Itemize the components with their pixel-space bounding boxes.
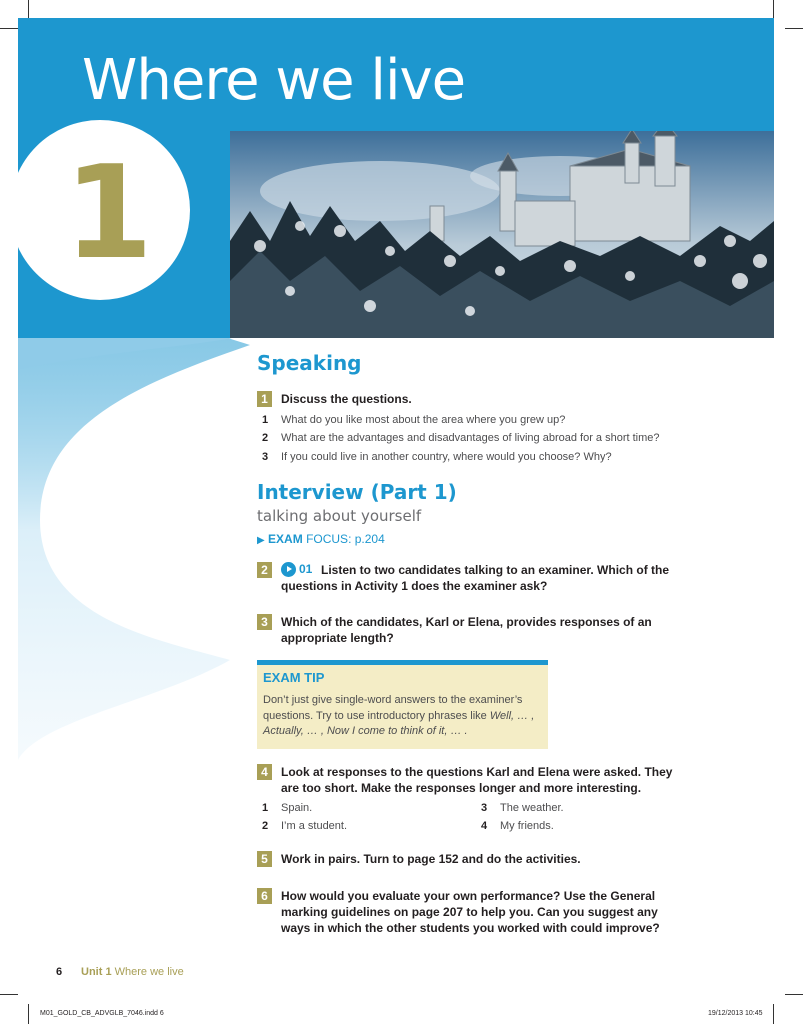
response-1-text: Spain.: [281, 802, 313, 814]
activity-3-badge: 3: [257, 614, 272, 630]
activity-3-line1: Which of the candidates, Karl or Elena, provides responses of an: [281, 615, 652, 629]
activity-6-line1: How would you evaluate your own performance? Use the General: [281, 889, 656, 903]
slug-date: 19/12/2013 10:45: [708, 1010, 763, 1017]
question-3-text: If you could live in another country, where would you choose? Why?: [281, 451, 612, 463]
activity-4-badge: 4: [257, 764, 272, 780]
exam-focus-word: EXAM: [268, 532, 303, 546]
interview-subtitle: talking about yourself: [257, 507, 422, 525]
slug-file: M01_GOLD_CB_ADVGLB_7046.indd 6: [40, 1010, 164, 1017]
exam-tip-line2: [263, 710, 534, 722]
question-2-number: 2: [262, 432, 269, 444]
audio-track-number: 01: [299, 562, 313, 576]
activity-6-line2: marking guidelines on page 207 to help you. Can you suggest any: [281, 905, 658, 919]
speaking-heading: Speaking: [257, 351, 362, 375]
activity-6-line3: ways in which the other students you worked with could improve?: [281, 921, 660, 935]
castle-photo: [230, 131, 774, 338]
activity-2-line1: Listen to two candidates talking to an examiner. Which of the: [321, 563, 670, 577]
activity-4-line1: Look at responses to the questions Karl and Elena were asked. They: [281, 765, 673, 779]
response-3-number: 3: [481, 802, 488, 814]
audio-play-icon[interactable]: [281, 562, 296, 577]
footer-unit: [81, 966, 184, 978]
page-title: Where we live: [82, 48, 466, 113]
exam-focus-reference: FOCUS: p.204: [306, 532, 385, 546]
response-2-number: 2: [262, 820, 269, 832]
response-1-number: 1: [262, 802, 269, 814]
triangle-icon: ▶: [257, 535, 265, 546]
activity-5-line1: Work in pairs. Turn to page 152 and do the activities.: [281, 852, 581, 866]
exam-tip-line3: Actually, … , Now I come to think of it, … .: [263, 725, 468, 737]
activity-6-badge: 6: [257, 888, 272, 904]
response-3-text: The weather.: [500, 802, 564, 814]
question-1-number: 1: [262, 414, 269, 426]
exam-tip-line2-text: questions. Try to use introductory phrases like: [263, 710, 490, 722]
footer-unit-title: Where we live: [114, 966, 184, 978]
response-4-number: 4: [481, 820, 488, 832]
decorative-swoosh: [18, 300, 250, 760]
interview-heading: Interview (Part 1): [257, 480, 457, 504]
question-3-number: 3: [262, 451, 269, 463]
exam-focus: [257, 532, 385, 546]
exam-tip-title: EXAM TIP: [263, 670, 325, 685]
activity-1-instruction: Discuss the questions.: [281, 392, 412, 406]
activity-2-badge: 2: [257, 562, 272, 578]
response-4-text: My friends.: [500, 820, 554, 832]
exam-tip-line1: Don’t just give single-word answers to the examiner’s: [263, 694, 523, 706]
question-2-text: What are the advantages and disadvantages of living abroad for a short time?: [281, 432, 660, 444]
activity-4-line2: are too short. Make the responses longer and more interesting.: [281, 781, 642, 795]
response-2-text: I’m a student.: [281, 820, 348, 832]
activity-5-badge: 5: [257, 851, 272, 867]
unit-number: 1: [64, 139, 154, 288]
activity-3-line2: appropriate length?: [281, 631, 394, 645]
question-1-text: What do you like most about the area where you grew up?: [281, 414, 566, 426]
page-number: 6: [56, 966, 63, 978]
activity-2-line2: questions in Activity 1 does the examiner ask?: [281, 579, 548, 593]
exam-tip-line2-example: Well, … ,: [489, 710, 535, 722]
footer-unit-label: Unit 1: [81, 966, 112, 978]
activity-1-badge: 1: [257, 391, 272, 407]
